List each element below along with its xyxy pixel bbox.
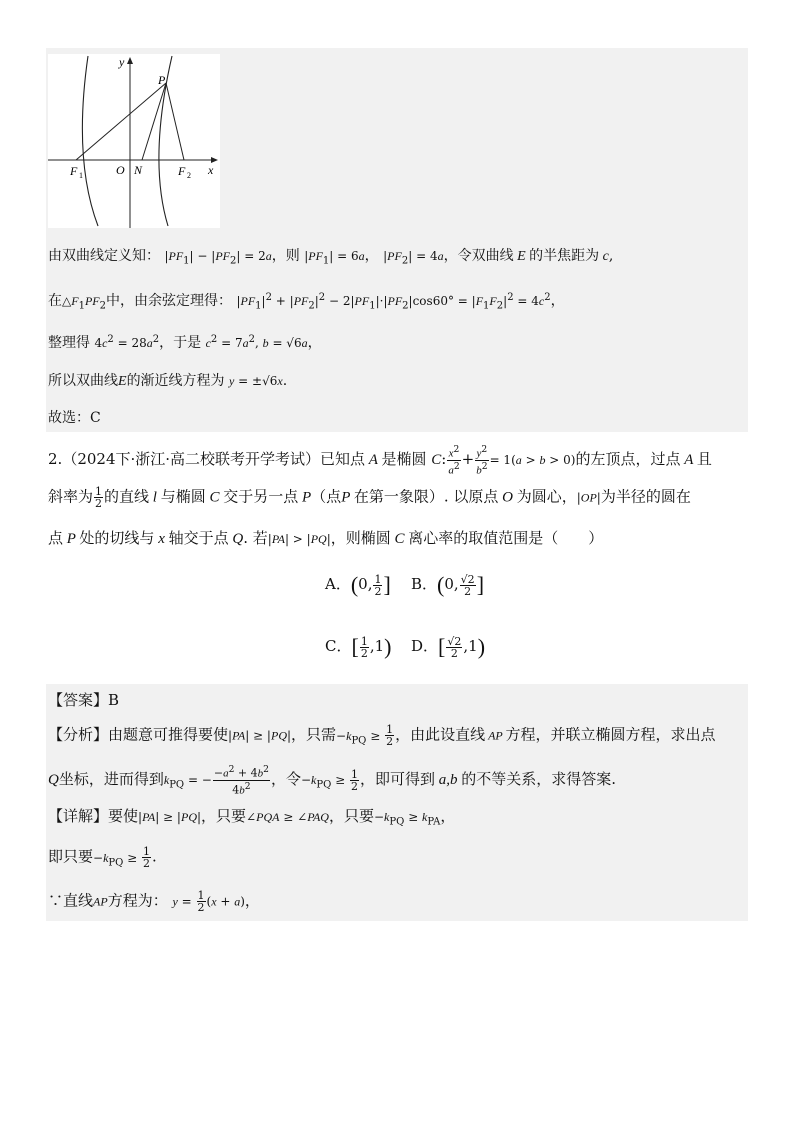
hyperbola-diagram: [48, 54, 220, 228]
label-O: O: [116, 163, 125, 177]
line-PN: [142, 83, 166, 160]
label-F2: F: [178, 164, 186, 178]
detail-line-3: ∵直线AP方程为： y = $\frac{1}{2}$ (x + a)，: [48, 889, 260, 914]
label-P: P: [158, 73, 166, 87]
detail-line-2: 即只要$-k_{PQ}$ ≥ $\frac{1}{2}$ .: [48, 845, 157, 870]
choice-a[interactable]: A．(0, $\frac{1}{2}$ ]: [325, 572, 391, 598]
line-PF2: [166, 83, 184, 160]
label-N: N: [134, 163, 143, 177]
line-PF1: [76, 83, 166, 160]
answer-block: [46, 684, 748, 921]
analysis-line-1: 【分析】由题意可推得要使|PA| ≥ |PQ|，只需$-k_{PQ}$ ≥ $\frac{1}{2}$ ，由此设直线 AP 方程，并联立椭圆方程，求出点: [48, 723, 716, 748]
choice-c[interactable]: C．[ $\frac{1}{2}$ ,1): [325, 634, 392, 660]
solution-line-4: 所以双曲线E的渐近线方程为 y = ±√6x.: [48, 373, 288, 389]
detail-line-1: 【详解】要使|PA| ≥ |PQ|，只要∠PQA ≥ ∠PAQ，只要$-k_{PQ} \ge k_{PA}$，: [48, 807, 456, 828]
y-axis-arrow: [127, 57, 133, 64]
question-line-3: 点 P 处的切线与 x 轴交于点 Q. 若|PA| > |PQ|，则椭圆 C 离心率的取值范围是（ ）: [48, 529, 604, 547]
label-F2-sub: 2: [187, 171, 191, 180]
hyperbola-figure: [48, 54, 220, 228]
choice-b[interactable]: B．(0, $\frac{√2}{2}$ ]: [411, 572, 485, 598]
solution-line-1: 由双曲线定义知： $|PF_1| - |PF_2| = 2a$，则 $|PF_1| = 6a$， $|PF_2| = 4a$，令双曲线 E 的半焦距为 c,: [48, 248, 614, 267]
label-F1: F: [70, 164, 78, 178]
label-x: x: [208, 163, 214, 177]
left-branch: [82, 56, 98, 226]
analysis-line-2: Q坐标，进而得到$k_{PQ}$ = − $\frac{-a^2 + 4b^2}{4b^2}$ ，令$-k_{PQ}$ ≥ $\frac{1}{2}$ ，即可得到 a,b 的不等关系，求得答案.: [48, 764, 617, 797]
choice-d[interactable]: D．[ $\frac{√2}{2}$ ,1): [411, 634, 486, 660]
label-y: y: [119, 55, 125, 69]
solution-line-2: 在$\triangle F_1PF_2$中，由余弦定理得： $|PF_1|^2 + |PF_2|^2 - 2|PF_1|\cdot|PF_2|\cos 60^\circ = |F_1F_2|^2 = 4c^2$，: [48, 292, 565, 312]
question-line-2: 斜率为 $\frac{1}{2}$ 的直线 l 与椭圆 C 交于另一点 P（点P 在第一象限）. 以原点 O 为圆心，|OP|为半径的圆在: [48, 485, 691, 510]
question-line-1: 2.（2024下·浙江·高二校联考开学考试）已知点 A 是椭圆 C: $\frac{x^2}{a^2}$ + $\frac{y^2}{b^2}$ = 1(a > b > 0)的左顶点，过点 A 且: [48, 444, 712, 477]
previous-answer: 故选：C: [48, 410, 101, 426]
solution-line-3: 整理得 $4c^2 = 28a^2$，于是 $c^2 = 7a^2$, b = √6a，: [48, 334, 322, 351]
answer-label: 【答案】B: [48, 691, 120, 709]
label-F1-sub: 1: [79, 171, 83, 180]
